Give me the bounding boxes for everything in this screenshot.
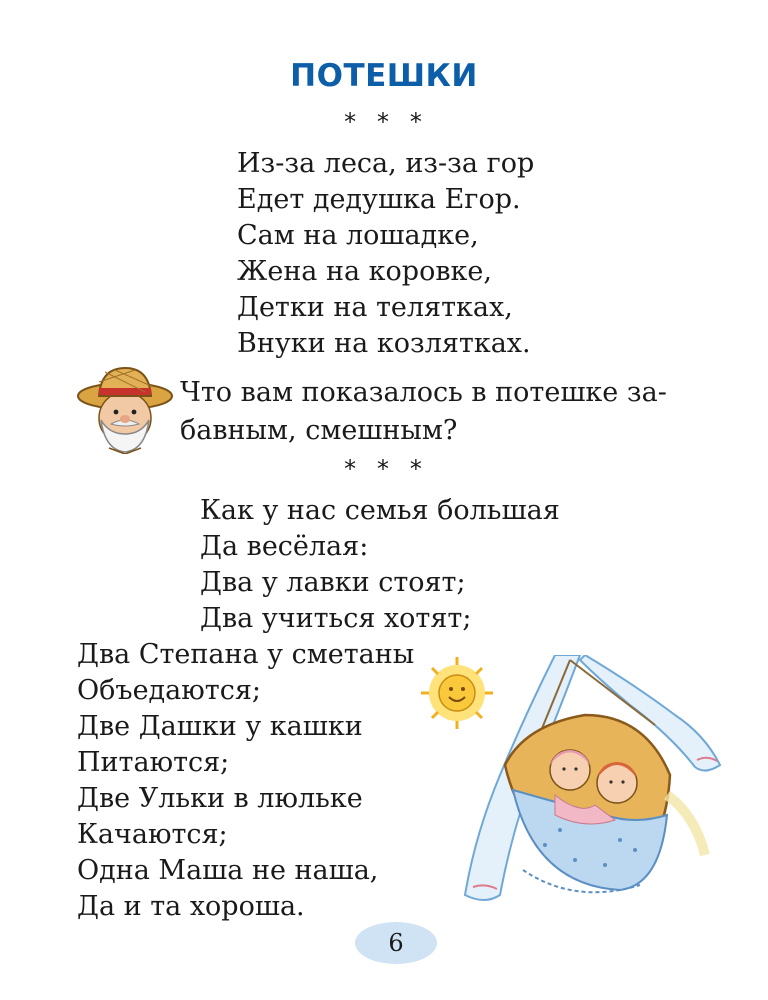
sun-icon (421, 657, 493, 729)
separator-stars: * * * (342, 108, 426, 136)
poem-line: Да весёлая: (200, 531, 369, 562)
poem-line: Жена на коровке, (237, 256, 492, 287)
page-title: ПОТЕШКИ (290, 58, 478, 94)
poem-3 (77, 637, 414, 925)
poem-line: Объедаются; (77, 675, 261, 706)
question-line-1: Что вам показалось в потешке за- (180, 377, 667, 408)
poem-line: Из-за леса, из-за гор (237, 148, 535, 179)
poem-line: Детки на телятках, (237, 292, 513, 323)
poem-line: Едет дедушка Егор. (237, 184, 521, 215)
poem-line: Питаются; (77, 747, 230, 778)
question-text (180, 374, 720, 450)
page-number: 6 (388, 929, 404, 957)
cradle-illustration (405, 655, 725, 940)
poem-line: Как у нас семья большая (200, 495, 560, 526)
poem-1 (237, 146, 534, 362)
poem-line: Две Ульки в люльке (77, 783, 363, 814)
poem-line: Да и та хороша. (77, 891, 305, 922)
poem-line: Два учиться хотят; (200, 603, 472, 634)
poem-line: Сам на лошадке, (237, 220, 479, 251)
poem-line: Внуки на козлятках. (237, 328, 531, 359)
poem-line: Две Дашки у кашки (77, 711, 363, 742)
question-line-2: бавным, смешным? (180, 415, 458, 446)
separator-stars: * * * (342, 455, 426, 483)
poem-2 (200, 493, 560, 637)
poem-line: Два Степана у сметаны (77, 639, 415, 670)
grandpa-icon (75, 362, 175, 454)
poem-line: Два у лавки стоят; (200, 567, 466, 598)
poem-line: Качаются; (77, 819, 228, 850)
page-number-badge (355, 922, 437, 964)
poem-line: Одна Маша не наша, (77, 855, 379, 886)
